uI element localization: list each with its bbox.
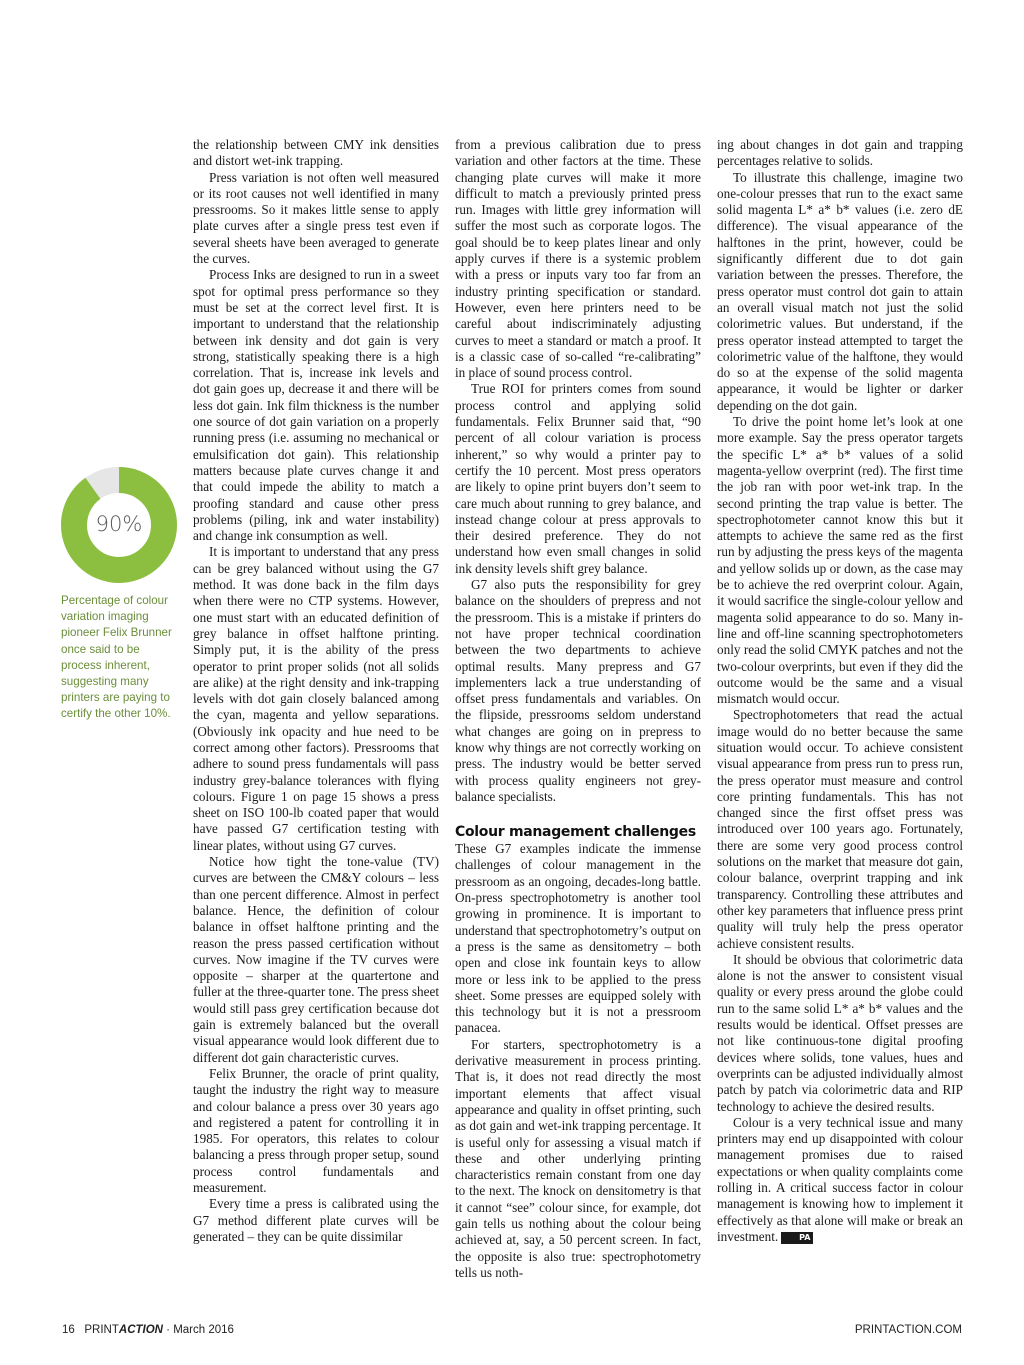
paragraph: True ROI for printers comes from sound process control and applying solid fundamentals. Felix Brunner said that, “90 percent of all colour variation is process inherent,” so why would a printer pay to certify the 10 percent. Most press operators are likely to opine print buyers don’t seem to care much about running to grey balance, and instead change colour at press approvals to their desired preference. They do not understand how even small changes in solid ink density levels shift grey balance. — [455, 381, 701, 576]
paragraph: Notice how tight the tone-value (TV) curves are between the CM&Y colours – less than one percent difference. Almost in perfect balance. Hence, the definition of colour balance in offset halftone printing and the reason the press passed certification without curves. Now imagine if the TV curves were opposite – sharper at the quartertone and fuller at the three-quarter tone. The press sheet would still pass grey certification because dot gain is extremely balanced but the overall visual appearance would look different due to different dot gain characteristic curves. — [193, 854, 439, 1065]
paragraph: Felix Brunner, the oracle of print quality, taught the industry the right way to measure and colour balance a press over 30 years ago and registered a patent for controlling it in 1985. For operators, this relates to colour balancing a press through proper setup, sound process control fundamentals and measurement. — [193, 1065, 439, 1195]
footer-folio — [62, 1324, 234, 1336]
brand-print: PRINT — [84, 1324, 119, 1336]
paragraph: the relationship between CMY ink densities and distort wet-ink trapping. — [193, 137, 439, 169]
paragraph-text: Colour is a very technical issue and many printers may end up disappointed with colour management promises due to raised expectations or when quality complaints come rolling in. A critical success factor in colour management is knowing how to implement it effectively as that alone will make or break an investment. — [717, 1114, 963, 1244]
issue-date: · March 2016 — [162, 1324, 234, 1336]
paragraph: Spectrophotometers that read the actual image would do no better because the same situation would occur. To achieve consistent visual appearance from press run to press run, the press operator must measure and control core printing fundamentals. This has not changed since the first offset press was introduced over 100 years ago. Fortunately, there are some very good process control solutions on the market that measure dot gain, colour balance, overprint trapping and ink transparency. Controlling these attributes and other key parameters that influence press print quality will truly help the press operator achieve consistent results. — [717, 707, 963, 951]
article-column-1 — [193, 137, 439, 1245]
article-column-3 — [717, 137, 963, 1245]
paragraph: It should be obvious that colorimetric data alone is not the answer to consistent visual quality or every press around the globe could run to the same solid L* a* b* values and the results would be identical. Offset presses are not like continuous-tone digital proofing devices where solids, tone values, hues and overprints can be adjusted individually almost patch by patch via colorimetric data and RIP technology to achieve the desired results. — [717, 951, 963, 1114]
paragraph: For starters, spectrophotometry is a derivative measurement in process printing. That is, it does not read directly the most important elements that affect visual appearance and quality in offset printing, such as dot gain and wet-ink trapping percentage. It is useful only for assessing a visual match if these and other underlying printing characteristics remain constant from one day to the next. The knock on densitometry is that it cannot “see” colour since, for example, dot gain tells us nothing about the colour being achieved at, say, a 50 percent screen. In fact, the opposite is also true: spectrophotometry tells us noth- — [455, 1036, 701, 1280]
paragraph: These G7 examples indicate the immense challenges of colour management in the pressroom as an ongoing, decades-long battle. On-press spectrophotometry is another tool growing in prominence. It is important to understand that spectrophotometry’s output on a press is the same as densitometry – both open and close ink fountain keys to allow more or less ink to be applied to the press sheet. Some presses are equipped solely with this technology but it is not a pressroom panacea. — [455, 841, 701, 1036]
brand-action: ACTION — [118, 1324, 163, 1336]
end-mark-icon: PA — [781, 1232, 812, 1244]
section-heading: Colour management challenges — [455, 824, 696, 841]
paragraph: Every time a press is calibrated using the G7 method different plate curves will be generated – they can be quite dissimilar — [193, 1196, 439, 1244]
paragraph: G7 also puts the responsibility for grey balance on the shoulders of prepress and not the pressroom. This is a mistake if printers do not have proper technical coordination between the two departments to achieve optimal results. Many prepress and G7 implementers lack a true understanding of offset press fundamentals and variables. On the flipside, pressrooms seldom understand what changes are going on in prepress to know why things are not correctly working on press. The industry would be better served with process quality engineers not grey-balance specialists. — [455, 577, 701, 804]
article-column-2 — [455, 137, 701, 1281]
paragraph: from a previous calibration due to press variation and other factors at the time. These changing plate curves will make it more difficult to match a previously printed press run. Images with little grey information will suffer the most such as corporate logos. The goal should be to keep plates linear and only apply curves if there is a systemic problem with a press or inputs vary too far from an industry printing specification or standard. However, even here printers need to be careful about indiscriminately adjusting curves to meet a standard or match a proof. It is a classic case of so-called “re-calibrating” in place of sound process control. — [455, 137, 701, 381]
paragraph: Press variation is not often well measured or its root causes not well identified in many pressrooms. So it makes little sense to apply plate curves after a single press test even if several sheets have been averaged to generate the curves. — [193, 169, 439, 267]
page-number: 16 — [62, 1324, 75, 1336]
donut-percent-label: 90% — [95, 512, 143, 536]
paragraph — [717, 1115, 963, 1245]
paragraph: It is important to understand that any press can be grey balanced without using the G7 method. It was done back in the film days when there were no CTP systems. However, one must start with an educated definition of grey balance in offset halftone printing. Simply put, it is the ability of the press operator to print proper solids (not all solids are alike) at the right density and ink-trapping levels with dot gain closely balanced among the cyan, magenta and yellow separations. (Obviously ink opacity and hue need to be correct among other factors). Pressrooms that adhere to sound press fundamentals will pass industry grey-balance tolerances with flying colours. Figure 1 on page 15 shows a press sheet on ISO 100-lb coated paper that would have passed G7 certification testing with linear plates, without using G7 curves. — [193, 544, 439, 853]
paragraph: ing about changes in dot gain and trapping percentages relative to solids. — [717, 137, 963, 169]
sidebar-caption: Percentage of colour variation imaging pioneer Felix Brunner once said to be process inherent, suggesting many printers are paying to certify the other 10%. — [61, 594, 172, 721]
paragraph: To illustrate this challenge, imagine two one-colour presses that run to the exact same solid magenta L* a* b* values (i.e. zero dE difference). The visual appearance of the halftones in the print, however, could be significantly different due to dot gain variation between the presses. Therefore, the press operator must control dot gain to attain an overall visual match not just the solid colorimetric values. But understand, if the press operator instead attempted to target the colorimetric value of the halftone, they would do so at the expense of the solid magenta appearance, it would be lighter or darker depending on the dot gain. — [717, 169, 963, 413]
paragraph: Process Inks are designed to run in a sweet spot for optimal press performance so they must be set at the correct level first. It is important to understand that the relationship between ink density and dot gain is very strong, statistically speaking there is a high correlation. That is, increase ink levels and dot gain goes up, decrease it and there will be less dot gain. Ink film thickness is the number one source of dot gain variation on a properly running press (i.e. assuming no mechanical or emulsification dot gain). This relationship matters because plate curves change it and that could impede the ability to match a proofing standard and cause other press problems (piling, ink and water instability) and change ink consumption as well. — [193, 267, 439, 544]
footer-website: PRINTACTION.COM — [854, 1324, 962, 1336]
paragraph: To drive the point home let’s look at one more example. Say the press operator targets the specific L* a* b* values of a solid magenta-yellow overprint (red). The first time the job ran with poor wet-ink trap. In the second printing the trap value is better. The spectrophotometer cannot know this but it attempts to achieve the same red as the first run by adjusting the press keys of the magenta and yellow solids up or down, as the case may be to achieve the red overprint colour. Again, it would sacrifice the single-colour yellow and magenta solid appearance to do so. Many in-line and off-line scanning spectrophotometers only read the solid CMYK patches and not the two-colour overprints, but even if they did the outcome would be the same and a visual mismatch would occur. — [717, 414, 963, 707]
